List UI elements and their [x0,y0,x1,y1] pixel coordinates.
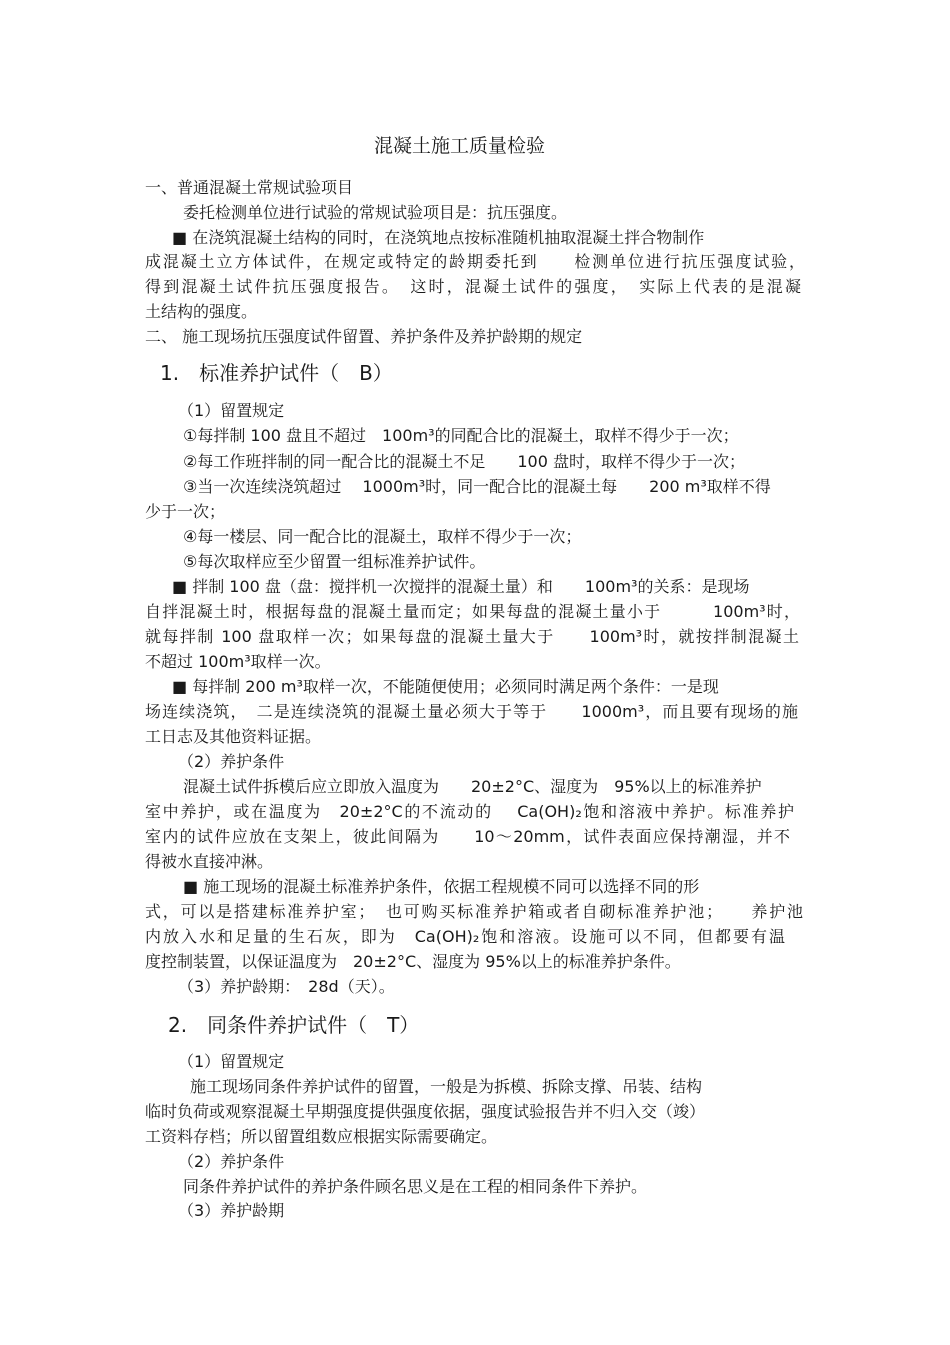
bullet-line: ■ 在浇筑混凝土结构的同时，在浇筑地点按标准随机抽取混凝土拌合物制作 [172,228,705,247]
item-heading: （1）留置规定 [178,1052,285,1071]
paragraph-line: 土结构的强度。 [145,302,258,321]
paragraph-line: 不超过 100m³取样一次。 [145,652,331,671]
paragraph-line: 得到混凝土试件抗压强度报告。 这时，混凝土试件的强度， 实际上代表的是混凝 [145,277,801,296]
paragraph-line: 工资料存档；所以留置组数应根据实际需要确定。 [145,1127,498,1146]
subsection-heading-1: 1. 标准养护试件（ B） [160,361,393,385]
paragraph-line: 委托检测单位进行试验的常规试验项目是：抗压强度。 [183,203,568,222]
item-heading: （3）养护龄期 [178,1201,285,1220]
list-item: ①每拌制 100 盘且不超过 100m³的同配合比的混凝土，取样不得少于一次； [183,426,739,445]
page-title: 混凝土施工质量检验 [374,135,546,157]
paragraph-line: 混凝土试件拆模后应立即放入温度为 20±2°C、湿度为 95%以上的标准养护 [183,777,762,796]
list-item: ③当一次连续浇筑超过 1000m³时，同一配合比的混凝土每 200 m³取样不得 [183,477,771,496]
paragraph-line: 自拌混凝土时，根据每盘的混凝土量而定；如果每盘的混凝土量小于 100m³时， [145,602,800,621]
item-heading: （2）养护条件 [178,1152,285,1171]
paragraph-line: 施工现场同条件养护试件的留置，一般是为拆模、拆除支撑、吊装、结构 [190,1077,703,1096]
item-heading: （1）留置规定 [178,401,285,420]
paragraph-line: 临时负荷或观察混凝土早期强度提供强度依据，强度试验报告并不归入交（竣） [145,1102,706,1121]
subsection-heading-2: 2. 同条件养护试件（ T） [168,1013,420,1037]
list-item-continuation: 少于一次； [145,502,226,521]
item-heading: （2）养护条件 [178,752,285,771]
bullet-line: ■ 拌制 100 盘（盘：搅拌机一次搅拌的混凝土量）和 100m³的关系：是现场 [172,577,750,596]
paragraph-line: 度控制装置，以保证温度为 20±2°C、湿度为 95%以上的标准养护条件。 [145,952,681,971]
list-item: ⑤每次取样应至少留置一组标准养护试件。 [183,552,486,571]
paragraph-line: 成混凝土立方体试件，在规定或特定的龄期委托到 检测单位进行抗压强度试验， [145,252,805,271]
section-heading-2: 二、 施工现场抗压强度试件留置、养护条件及养护龄期的规定 [145,327,583,346]
paragraph-line: 内放入水和足量的生石灰，即为 Ca(OH)₂饱和溶液。设施可以不同，但都要有温 [145,927,785,946]
paragraph-line: 同条件养护试件的养护条件顾名思义是在工程的相同条件下养护。 [183,1177,648,1196]
section-heading-1: 一、普通混凝土常规试验项目 [145,178,354,197]
item-heading: （3）养护龄期： 28d（天）。 [178,977,395,996]
paragraph-line: 室中养护，或在温度为 20±2°C的不流动的 Ca(OH)₂饱和溶液中养护。标准养护 [145,802,794,821]
paragraph-line: 就每拌制 100 盘取样一次；如果每盘的混凝土量大于 100m³时，就按拌制混凝土 [145,627,799,646]
paragraph-line: 式，可以是搭建标准养护室； 也可购买标准养护箱或者自砌标准养护池； 养护池 [145,902,803,921]
paragraph-line: 工日志及其他资料证据。 [145,727,322,746]
paragraph-line: 场连续浇筑， 二是连续浇筑的混凝土量必须大于等于 1000m³，而且要有现场的施 [145,702,798,721]
list-item: ④每一楼层、同一配合比的混凝土，取样不得少于一次； [183,527,582,546]
bullet-line: ■ 每拌制 200 m³取样一次，不能随便使用；必须同时满足两个条件：一是现 [172,677,719,696]
paragraph-line: 室内的试件应放在支架上，彼此间隔为 10～20mm，试件表面应保持潮湿，并不 [145,827,790,846]
list-item: ②每工作班拌制的同一配合比的混凝土不足 100 盘时，取样不得少于一次； [183,452,745,471]
paragraph-line: 得被水直接冲淋。 [145,852,274,871]
bullet-line: ■ 施工现场的混凝土标准养护条件，依据工程规模不同可以选择不同的形 [183,877,700,896]
